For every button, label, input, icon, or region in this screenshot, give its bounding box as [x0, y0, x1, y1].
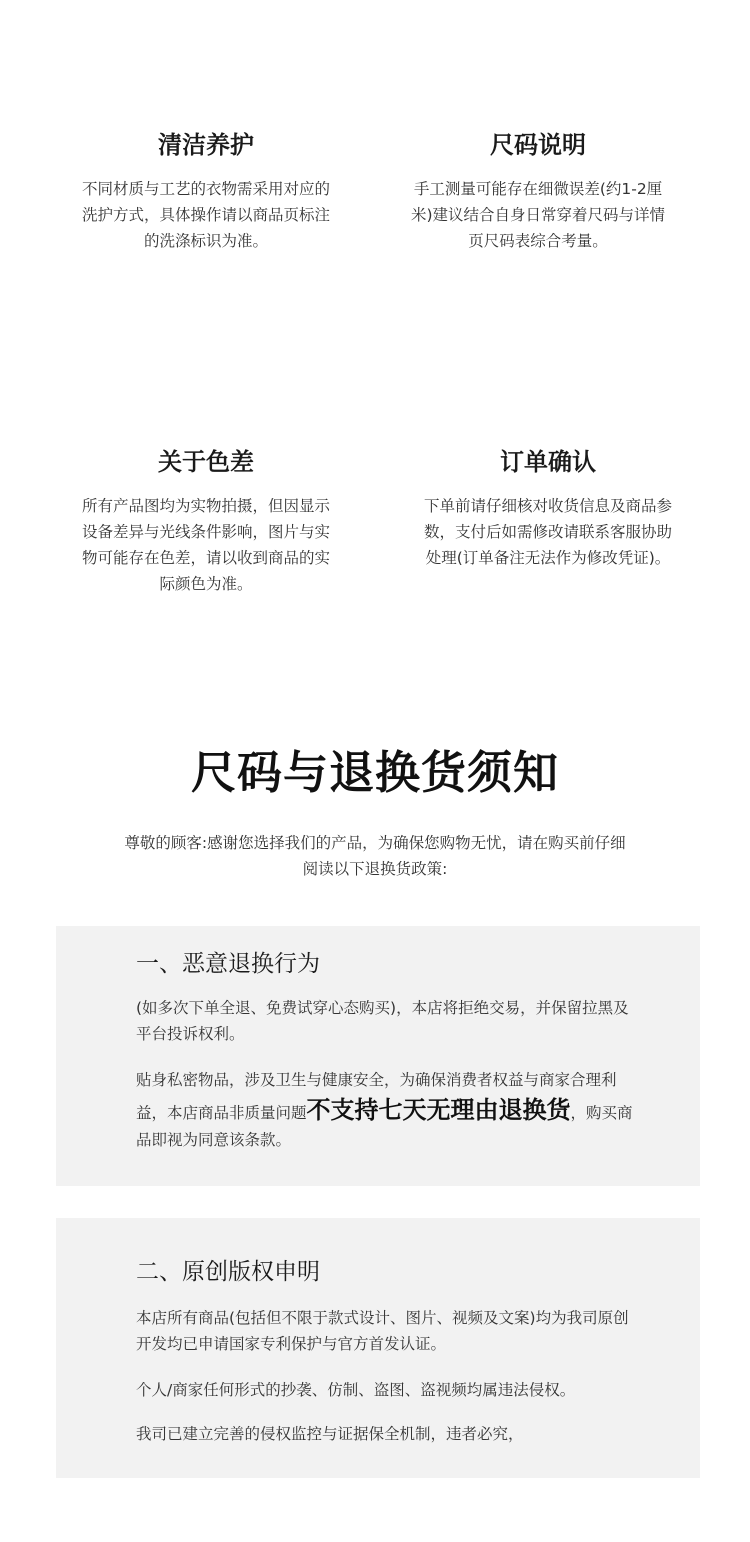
section-1-content: [136, 949, 636, 1153]
section-1-title: 一、恶意退换行为: [136, 951, 320, 977]
order-text: 下单前请仔细核对收货信息及商品参数，支付后如需修改请联系客服协助处理(订单备注无法作为修改凭证)。: [423, 497, 672, 567]
care-card: [76, 130, 336, 254]
policy-title: 尺码与退换货须知: [190, 746, 559, 799]
order-title: 订单确认: [500, 448, 596, 476]
care-text: 不同材质与工艺的衣物需采用对应的洗护方式，具体操作请以商品页标注的洗涤标识为准。: [81, 180, 330, 250]
color-title: 关于色差: [158, 448, 254, 476]
malicious-return-section: [56, 926, 700, 1186]
section-2-paragraph-1: 本店所有商品(包括但不限于款式设计、图片、视频及文案)均为我司原创开发均已申请国家专利保护与官方首发认证。: [136, 1309, 629, 1353]
section-1-paragraph-1: (如多次下单全退、免费试穿心态购买)，本店将拒绝交易，并保留拉黑及平台投诉权利。: [136, 999, 629, 1043]
size-title: 尺码说明: [490, 131, 586, 159]
section-1-paragraph-2: [136, 1067, 636, 1153]
section-2-title: 二、原创版权申明: [136, 1259, 320, 1285]
section-2-paragraph-3: 我司已建立完善的侵权监控与证据保全机制，违者必究，: [136, 1425, 524, 1443]
size-card: [408, 130, 668, 254]
color-card: [76, 447, 336, 597]
section-2-paragraph-2: 个人/商家任何形式的抄袭、仿制、盗图、盗视频均属违法侵权。: [136, 1381, 576, 1399]
care-title: 清洁养护: [158, 131, 254, 159]
section-1-paragraph-2-text: 贴身私密物品，涉及卫生与健康安全，为确保消费者权益与商家合理利益，本店商品非质量问题: [136, 1071, 617, 1122]
size-text: 手工测量可能存在细微误差(约1-2厘米)建议结合自身日常穿着尺码与详情页尺码表综合考量。: [410, 180, 666, 250]
order-card: [418, 447, 678, 571]
section-2-content: [136, 1257, 636, 1447]
policy-intro: 尊敬的顾客:感谢您选择我们的产品，为确保您购物无忧，请在购买前仔细阅读以下退换货政策:: [124, 834, 626, 878]
color-text: 所有产品图均为实物拍摄，但因显示设备差异与光线条件影响，图片与实物可能存在色差，请以收到商品的实际颜色为准。: [81, 497, 330, 593]
no-return-emphasis: 不支持七天无理由退换货: [306, 1096, 571, 1124]
section-1-paragraph-2-end: ，购买商品即视为同意该条款。: [136, 1104, 633, 1149]
copyright-section: [56, 1218, 700, 1478]
